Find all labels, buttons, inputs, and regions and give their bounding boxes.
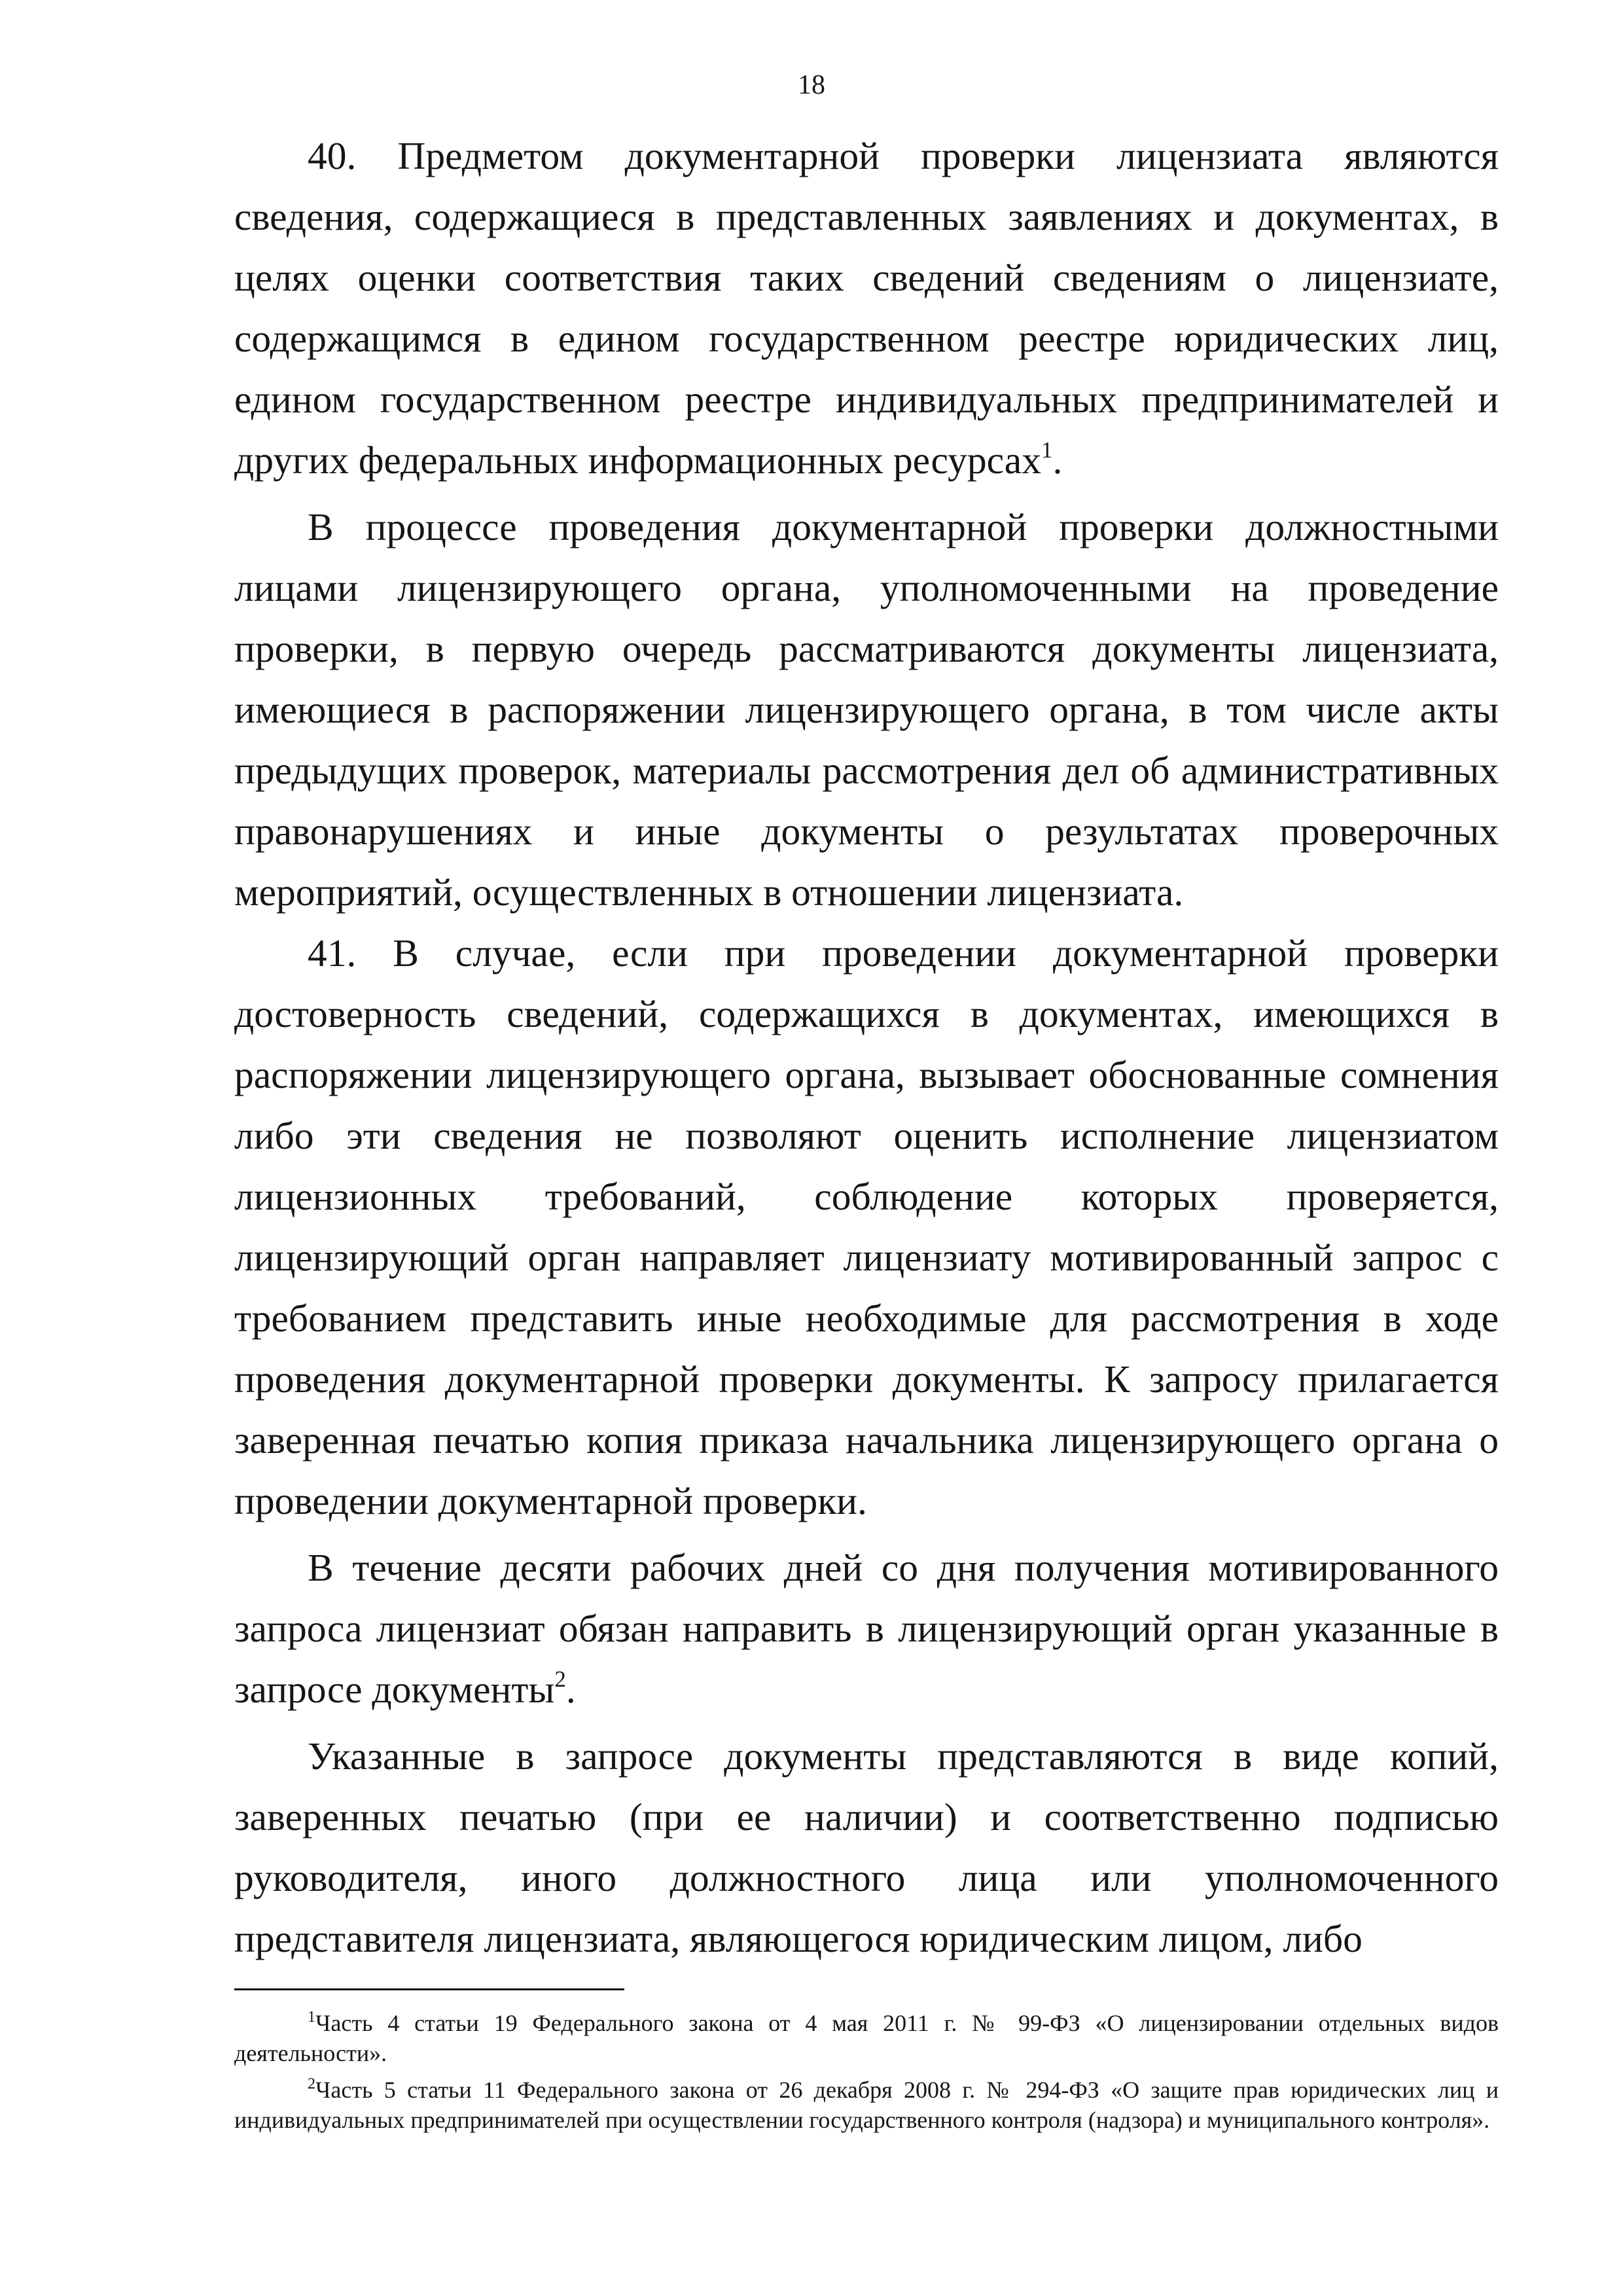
main-text <box>234 126 1499 1969</box>
paragraph-text: Указанные в запросе документы представляются в виде копий, заверенных печатью (при ее наличии) и соответственно подписью руководителя, иного должностного лица или уполномоченного представителя лицензиата, являющегося юридическим лицом, либо <box>234 1734 1499 1960</box>
footnote-separator <box>234 1988 624 1990</box>
footnote-mark: 1 <box>308 2009 315 2026</box>
footnote-text: Часть 4 статьи 19 Федерального закона от 4 мая 2011 г. № 99-ФЗ «О лицензировании отдельных видов деятельности». <box>234 2010 1499 2066</box>
footnote-2 <box>234 2075 1499 2135</box>
paragraph-40 <box>234 126 1499 491</box>
page-number: 18 <box>798 70 825 100</box>
paragraph-ten-days <box>234 1537 1499 1720</box>
paragraph-text: В течение десяти рабочих дней со дня получения мотивированного запроса лицензиат обязан направить в лицензирующий орган указанные в запросе документы <box>234 1546 1499 1711</box>
paragraph-documentary-review <box>234 497 1499 923</box>
footnotes <box>234 2008 1499 2142</box>
paragraph-copies <box>234 1726 1499 1969</box>
paragraph-text: В процессе проведения документарной проверки должностными лицами лицензирующего органа, уполномоченными на проведение проверки, в первую очередь рассматриваются документы лицензиата, имеющиеся в распоряжении лицензирующего органа, в том числе акты предыдущих проверок, материалы рассмотрения дел об административных правонарушениях и иные документы о результатах проверочных мероприятий, осуществленных в отношении лицензиата. <box>234 505 1499 914</box>
paragraph-tail: . <box>565 1668 576 1711</box>
paragraph-tail: . <box>1052 439 1063 482</box>
footnote-1 <box>234 2008 1499 2068</box>
paragraph-text: 40. Предметом документарной проверки лицензиата являются сведения, содержащиеся в представленных заявлениях и документах, в целях оценки соответствия таких сведений сведениям о лицензиате, содержащимся в едином государственном реестре юридических лиц, едином государственном реестре индивидуальных предпринимателей и других федеральных информационных ресурсах <box>234 134 1499 482</box>
footnote-text: Часть 5 статьи 11 Федерального закона от 26 декабря 2008 г. № 294-ФЗ «О защите прав юридических лиц и индивидуальных предпринимателей при осуществлении государственного контроля (надзора) и муниципального контроля». <box>234 2077 1499 2133</box>
footnote-ref-1[interactable]: 1 <box>1041 437 1053 463</box>
footnote-mark: 2 <box>308 2075 315 2092</box>
footnote-ref-2[interactable]: 2 <box>554 1666 566 1692</box>
paragraph-41 <box>234 923 1499 1532</box>
paragraph-text: 41. В случае, если при проведении документарной проверки достоверность сведений, содержащихся в документах, имеющихся в распоряжении лицензирующего органа, вызывает обоснованные сомнения либо эти сведения не позволяют оценить исполнение лицензиатом лицензионных требований, соблюдение которых проверяется, лицензирующий орган направляет лицензиату мотивированный запрос с требованием представить иные необходимые для рассмотрения в ходе проведения документарной проверки документы. К запросу прилагается заверенная печатью копия приказа начальника лицензирующего органа о проведении документарной проверки. <box>234 931 1499 1522</box>
